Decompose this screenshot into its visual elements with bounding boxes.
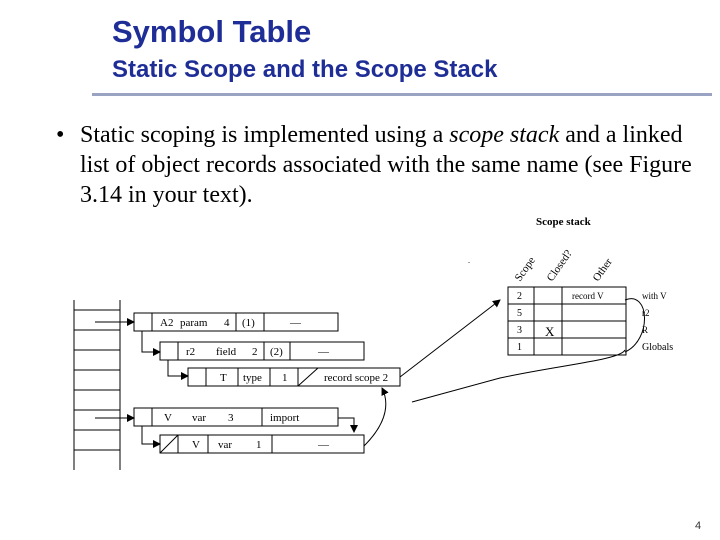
col-header-other: Other [590,256,615,284]
bullet-text-start: Static scoping is implemented using a [80,122,450,148]
record-a2 [134,313,338,331]
record-r2-scope: 2 [252,346,258,358]
record-v-global [160,435,364,453]
record-r2-extra: (2) [270,346,283,358]
record-t [188,368,400,386]
page-number: 4 [695,520,702,532]
bullet-marker: • [56,122,65,148]
record-v-import-name: V [164,412,172,424]
stack-row-4-scope: 1 [517,342,522,353]
side-label-r: R [642,325,649,335]
slide-subtitle: Static Scope and the Scope Stack [112,56,498,83]
stack-row-2-scope: 5 [517,308,522,319]
record-v-global-name: V [192,439,200,451]
record-v-global-scope: 1 [256,439,262,451]
side-label-r2: r2 [642,308,650,318]
col-header-scope: Scope [512,254,538,284]
figure-dot: . [468,256,470,265]
record-a2-extra: (1) [242,317,255,329]
record-r2 [160,342,364,360]
record-r2-name: r2 [186,346,196,358]
record-r2-kind: field [216,346,237,358]
stack-row-3-scope: 3 [517,325,522,336]
record-t-name: T [220,372,227,384]
record-t-scope: 1 [282,372,288,384]
record-r2-link: — [318,346,329,358]
bullet-text-end: and a linked list of object records associated with the same name (see Figure 3.14 in your text). [80,122,692,208]
scope-stack-label: Scope stack [536,216,591,228]
hash-table [74,300,120,470]
col-header-closed: Closed? [544,247,575,284]
record-t-kind: type [243,372,262,384]
stack-row-3-closed: X [545,324,555,339]
record-t-extra: record scope 2 [324,372,389,384]
bullet-text-emphasis: scope stack [449,122,560,148]
slide-title: Symbol Table [112,14,312,49]
record-v-global-link: — [318,439,329,451]
stack-row-1-other: record V [572,291,604,301]
side-label-with-v: with V [642,291,667,301]
scope-stack [468,216,673,355]
record-v-import-extra: import [270,412,300,424]
record-a2-kind: param [180,317,208,329]
side-label-globals: Globals [642,342,674,353]
record-v-import-kind: var [192,412,207,424]
record-v-global-kind: var [218,439,233,451]
stack-row-1-scope: 2 [517,291,522,302]
record-a2-name: A2 [160,317,174,329]
record-a2-link: — [290,317,301,329]
record-a2-scope: 4 [224,317,230,329]
record-v-import [134,408,338,426]
record-v-import-scope: 3 [228,412,234,424]
